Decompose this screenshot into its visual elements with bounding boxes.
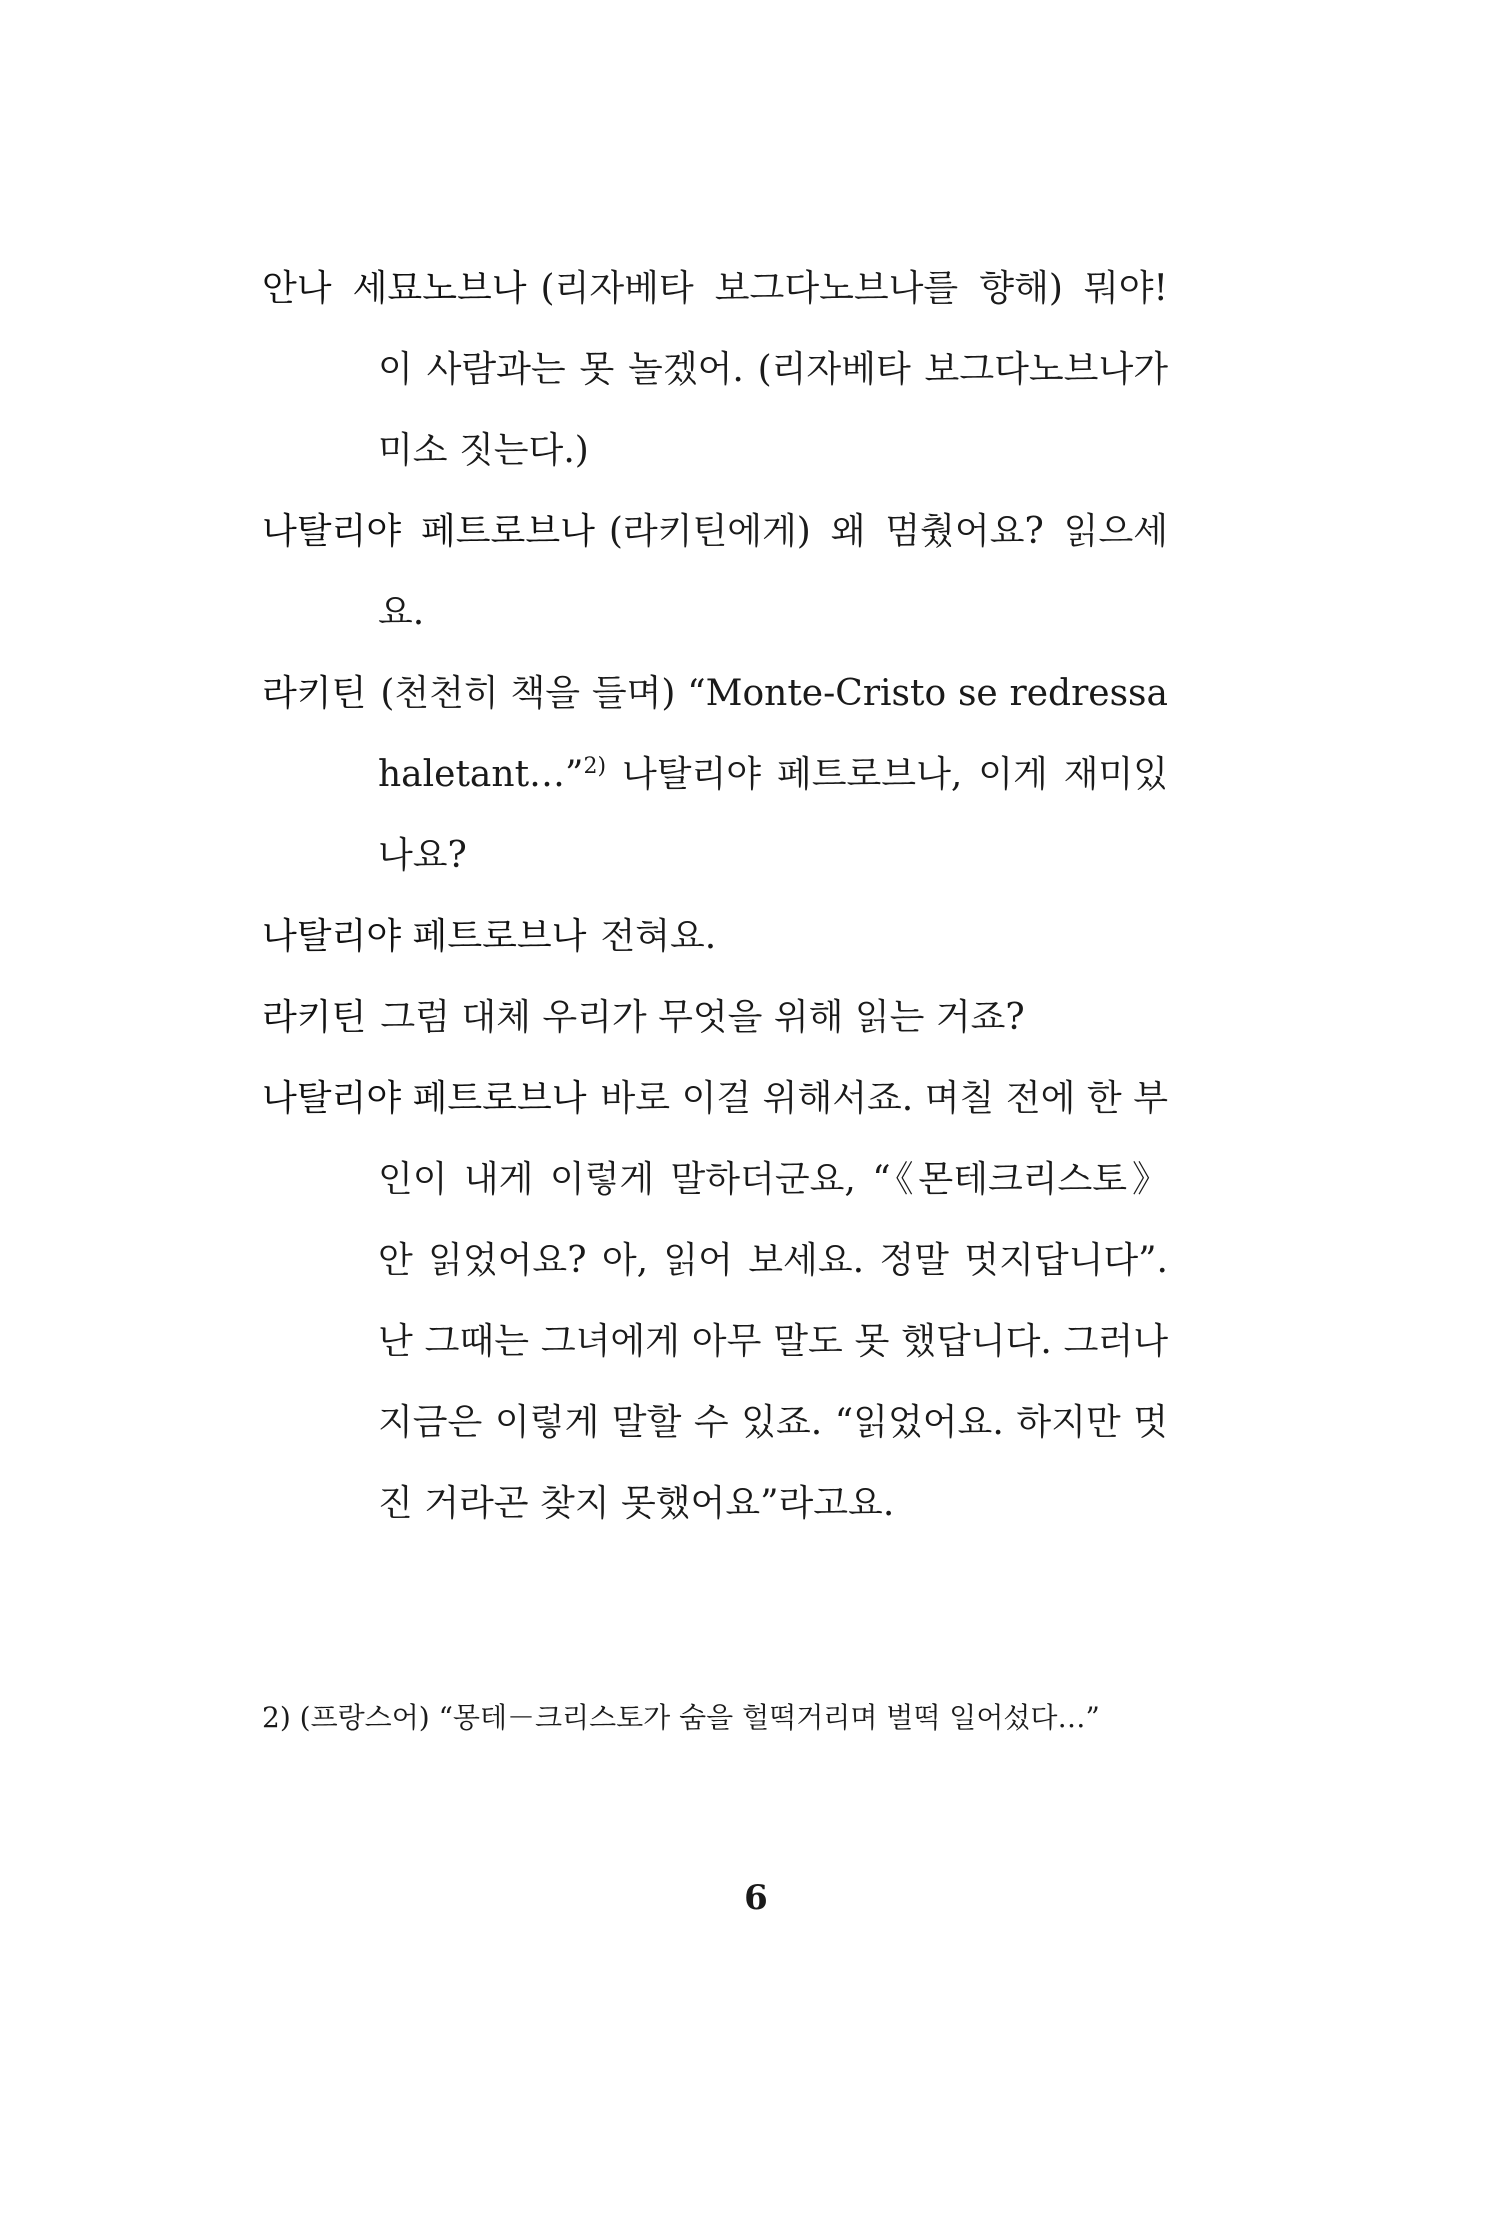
speaker-name: 라키틴 xyxy=(262,673,367,714)
dialogue-text-continued: 나탈리야 페트로브나, 이게 재미있나요? xyxy=(378,754,1168,876)
dialogue-text: (라키틴에게) 왜 멈췄어요? 읽으세요. xyxy=(378,511,1168,633)
dialogue-entry xyxy=(262,1058,1168,1544)
dialogue-entry xyxy=(262,977,1168,1058)
dialogue-text: (리자베타 보그다노브나를 향해) 뭐야! 이 사람과는 못 놀겠어. (리자베타 보그다노브나가 미소 짓는다.) xyxy=(378,268,1168,471)
dialogue-entry xyxy=(262,896,1168,977)
dialogue-text: 그럼 대체 우리가 무엇을 위해 읽는 거죠? xyxy=(380,997,1025,1038)
speaker-name: 나탈리야 페트로브나 xyxy=(262,511,595,552)
footnote-reference: 2) xyxy=(583,754,607,779)
speaker-name: 나탈리야 페트로브나 xyxy=(262,916,587,957)
dialogue-text: 바로 이걸 위해서죠. 며칠 전에 한 부인이 내게 이렇게 말하더군요, “《몬테크리스토》 안 읽었어요? 아, 읽어 보세요. 정말 멋지답니다”. 난 그때는 그녀에게 아무 말도 못 했답니다. 그러나 지금은 이렇게 말할 수 있죠. “읽었어요. 하지만 멋진 거라곤 찾지 못했어요”라고요. xyxy=(378,1078,1168,1524)
script-text-body xyxy=(262,248,1168,1544)
dialogue-entry xyxy=(262,653,1168,896)
footnote: 2) (프랑스어) “몽테－크리스토가 숨을 헐떡거리며 벌떡 일어섰다…” xyxy=(262,1701,1100,1734)
dialogue-entry xyxy=(262,491,1168,653)
dialogue-text: (천천히 책을 들며) “Monte-Cristo se redressa haletant…” xyxy=(378,673,1168,795)
page-number: 6 xyxy=(744,1878,768,1918)
speaker-name: 나탈리야 페트로브나 xyxy=(262,1078,587,1119)
dialogue-entry xyxy=(262,248,1168,491)
speaker-name: 안나 세묘노브나 xyxy=(262,268,527,309)
dialogue-text: 전혀요. xyxy=(600,916,717,957)
speaker-name: 라키틴 xyxy=(262,997,367,1038)
